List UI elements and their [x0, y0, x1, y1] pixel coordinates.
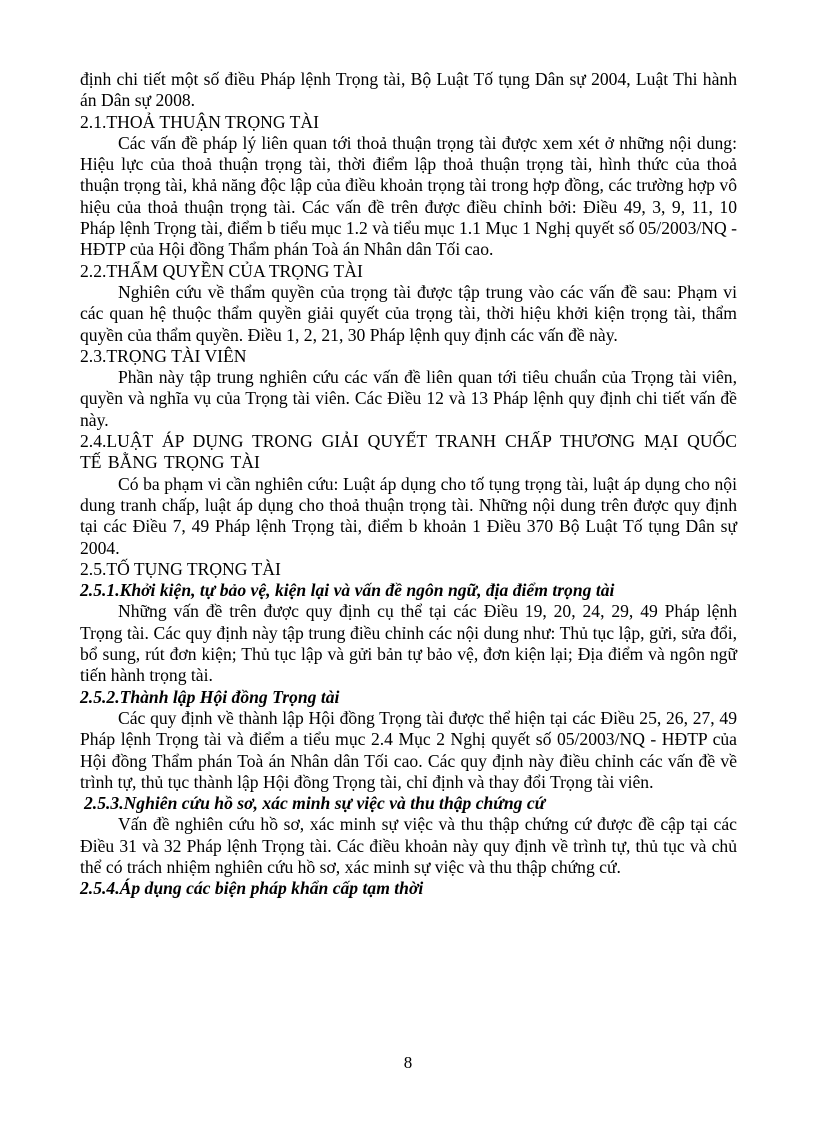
section-heading-2-1: 2.1.THOẢ THUẬN TRỌNG TÀI	[80, 111, 319, 132]
section-body-2-3: Phần này tập trung nghiên cứu các vấn đề liên quan tới tiêu chuẩn của Trọng tài viên, quyền và nghĩa vụ của Trọng tài viên. Các Điều 12 và 13 Pháp lệnh quy định chi tiết vấn đề này.	[80, 367, 737, 430]
subsection-heading-2-5-2: 2.5.2.Thành lập Hội đồng Trọng tài	[80, 686, 340, 707]
subsection-heading-2-5-4: 2.5.4.Áp dụng các biện pháp khẩn cấp tạm thời	[80, 878, 424, 899]
subsection-heading-2-5-3: 2.5.3.Nghiên cứu hồ sơ, xác minh sự việc và thu thập chứng cứ	[84, 793, 546, 814]
subsection-body-2-5-3: Vấn đề nghiên cứu hồ sơ, xác minh sự việc và thu thập chứng cứ được đề cập tại các Điều 31 và 32 Pháp lệnh Trọng tài. Các điều khoản này quy định về trình tự, thủ tục và chủ thể có trách nhiệm nghiên cứu hồ sơ, xác minh sự việc và thu thập chứng cứ.	[80, 814, 737, 877]
subsection-body-2-5-2: Các quy định về thành lập Hội đồng Trọng tài được thể hiện tại các Điều 25, 26, 27, 49 Pháp lệnh Trọng tài và điểm a tiểu mục 2.4 Mục 2 Nghị quyết số 05/2003/NQ - HĐTP của Hội đồng Thẩm phán Toà án Nhân dân Tối cao. Các quy định này điều chỉnh các vấn đề về trình tự, thủ tục thành lập Hội đồng Trọng tài, chỉ định và thay đổi Trọng tài viên.	[80, 707, 737, 792]
section-heading-2-5: 2.5.TỐ TỤNG TRỌNG TÀI	[80, 558, 281, 579]
page-number: 8	[403, 1053, 413, 1072]
section-heading-2-3: 2.3.TRỌNG TÀI VIÊN	[80, 345, 247, 366]
section-heading-2-4: 2.4.LUẬT ÁP DỤNG TRONG GIẢI QUYẾT TRANH CHẤP THƯƠNG MẠI QUỐC TẾ BẰNG TRỌNG TÀI	[80, 431, 737, 473]
section-heading-2-2: 2.2.THẨM QUYỀN CỦA TRỌNG TÀI	[80, 260, 363, 281]
section-body-2-4: Có ba phạm vi cần nghiên cứu: Luật áp dụng cho tố tụng trọng tài, luật áp dụng cho nội dung tranh chấp, luật áp dụng cho thoả thuận trọng tài. Những nội dung trên được quy định tại các Điều 7, 49 Pháp lệnh Trọng tài, điểm b khoản 1 Điều 370 Bộ Luật Tố tụng Dân sự 2004.	[80, 473, 737, 558]
subsection-body-2-5-1: Những vấn đề trên được quy định cụ thể tại các Điều 19, 20, 24, 29, 49 Pháp lệnh Trọng tài. Các quy định này tập trung điều chỉnh các nội dung như: Thủ tục lập, gửi, sửa đổi, bổ sung, rút đơn kiện; Thủ tục lập và gửi bản tự bảo vệ, đơn kiện lại; Địa điểm và ngôn ngữ tiến hành trọng tài.	[80, 601, 737, 686]
intro-continuation: định chi tiết một số điều Pháp lệnh Trọng tài, Bộ Luật Tố tụng Dân sự 2004, Luật Thi hành án Dân sự 2008.	[80, 69, 737, 111]
document-page	[80, 69, 737, 900]
section-body-2-2: Nghiên cứu về thẩm quyền của trọng tài được tập trung vào các vấn đề sau: Phạm vi các quan hệ thuộc thẩm quyền giải quyết của trọng tài, thời hiệu khởi kiện trọng tài, thẩm quyền của thẩm quyền. Điều 1, 2, 21, 30 Pháp lệnh quy định các vấn đề này.	[80, 281, 737, 345]
subsection-heading-2-5-1: 2.5.1.Khởi kiện, tự bảo vệ, kiện lại và vấn đề ngôn ngữ, địa điểm trọng tài	[80, 580, 615, 601]
section-body-2-1: Các vấn đề pháp lý liên quan tới thoả thuận trọng tài được xem xét ở những nội dung: Hiệu lực của thoả thuận trọng tài, thời điểm lập thoả thuận trọng tài, hình thức của thoả thuận trọng tài, khả năng độc lập của điều khoản trọng tài trong hợp đồng, các trường hợp vô hiệu của thoả thuận trọng tài. Các vấn đề trên được điều chỉnh bởi: Điều 49, 3, 9, 11, 10 Pháp lệnh Trọng tài, điểm b tiểu mục 1.2 và tiểu mục 1.1 Mục 1 Nghị quyết số 05/2003/NQ - HĐTP của Hội đồng Thẩm phán Toà án Nhân dân Tối cao.	[80, 132, 737, 260]
